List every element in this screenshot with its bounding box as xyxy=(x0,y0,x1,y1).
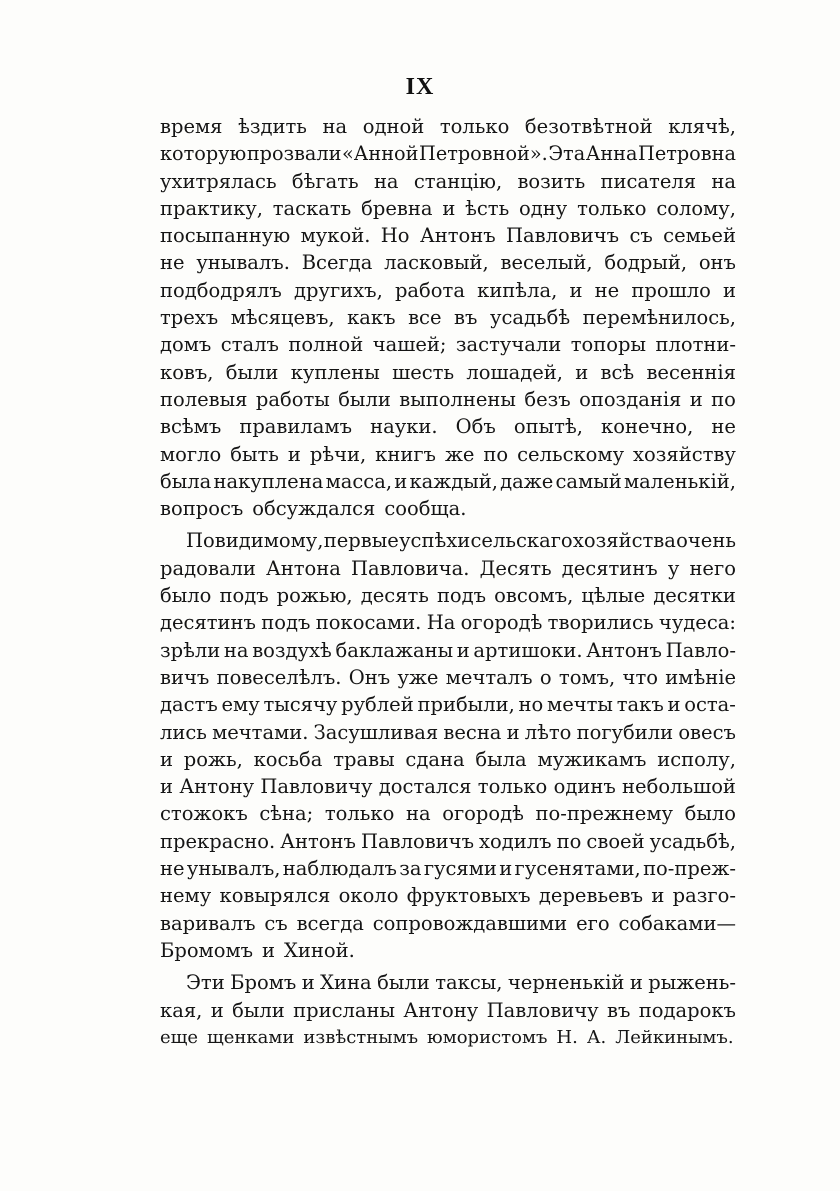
word: и xyxy=(301,971,315,995)
word: въ xyxy=(454,306,478,330)
word: Петровной». xyxy=(419,142,548,166)
word: Засушливая xyxy=(313,720,439,744)
word: же xyxy=(444,442,475,466)
word: Объ xyxy=(455,415,496,439)
word: мечты xyxy=(547,693,613,717)
text-line xyxy=(160,277,736,304)
word: науки. xyxy=(370,415,438,439)
text-line xyxy=(160,249,736,276)
word: извѣстнымъ xyxy=(303,1026,419,1048)
word: ему xyxy=(221,693,260,717)
word: Павловичу xyxy=(486,998,599,1022)
word: баклажаны xyxy=(335,638,454,662)
word: другихъ, xyxy=(293,278,383,302)
word: гусями xyxy=(423,857,497,881)
text-line xyxy=(160,140,736,167)
text-line xyxy=(160,773,736,800)
word: по-преж- xyxy=(643,857,736,881)
word: каждый, xyxy=(409,469,498,493)
word: была xyxy=(160,469,212,493)
word: и xyxy=(160,775,173,799)
word: полной xyxy=(288,333,364,357)
word: нему xyxy=(160,884,212,908)
word: Эти xyxy=(186,971,225,995)
word: было xyxy=(684,802,736,826)
word: онъ xyxy=(698,251,736,275)
word: не xyxy=(594,278,620,302)
word: бѣгать xyxy=(291,169,359,193)
word: творились xyxy=(547,611,654,635)
word: бодрый, xyxy=(604,251,688,275)
word: Антону xyxy=(403,998,479,1022)
word: первые xyxy=(323,529,399,553)
word: перемѣнилось, xyxy=(582,306,736,330)
text-line xyxy=(160,719,736,746)
word: лѣто xyxy=(524,720,572,744)
word: черненькій xyxy=(507,971,625,995)
word: всѣ xyxy=(600,360,635,384)
word: домъ xyxy=(160,333,212,357)
word: усадьбѣ xyxy=(489,306,571,330)
word: Анна xyxy=(585,142,638,166)
word: ковырялся xyxy=(219,884,331,908)
word: погубили xyxy=(576,720,674,744)
word: опозданія xyxy=(579,387,682,411)
text-line xyxy=(160,359,736,386)
word: застучали xyxy=(455,333,562,357)
word: плотни- xyxy=(655,333,736,357)
word: съ xyxy=(629,224,653,248)
word: что xyxy=(622,665,658,689)
word: за xyxy=(399,857,422,881)
word: его xyxy=(576,911,610,935)
word: сталъ xyxy=(220,333,279,357)
word: ласковый, xyxy=(384,251,489,275)
word: Антонъ xyxy=(280,829,356,853)
word: даже xyxy=(500,469,554,493)
word: посыпанную xyxy=(160,224,291,248)
text-line xyxy=(160,997,736,1024)
word: него xyxy=(689,556,736,580)
text-line xyxy=(160,222,736,249)
word: успѣхи xyxy=(399,529,471,553)
word: о xyxy=(539,665,552,689)
word: маленькій, xyxy=(623,469,736,493)
word: сельскому xyxy=(517,442,625,466)
page-number: IX xyxy=(405,74,435,100)
word: на xyxy=(711,169,736,193)
word: мѣсяцевъ, xyxy=(230,306,335,330)
word: Бромомъ xyxy=(160,938,254,962)
word: сообща. xyxy=(384,497,467,521)
word: такъ xyxy=(616,693,664,717)
word: достался xyxy=(378,775,472,799)
word: очень xyxy=(676,529,736,553)
word: рыжень- xyxy=(648,971,736,995)
word: Но xyxy=(380,224,410,248)
word: выполнены xyxy=(399,387,516,411)
word: Петровна xyxy=(638,142,736,166)
word: одну xyxy=(519,196,568,220)
word: ходилъ xyxy=(479,829,552,853)
word: трехъ xyxy=(160,306,219,330)
word: все xyxy=(408,306,442,330)
text-line xyxy=(160,637,736,664)
word: мукой. xyxy=(300,224,371,248)
word: Антонъ xyxy=(419,224,496,248)
word: и xyxy=(210,998,224,1022)
word: тысячу xyxy=(263,693,338,717)
word: подбодрялъ xyxy=(160,278,282,302)
word: на xyxy=(322,115,348,138)
word: прекрасно. xyxy=(160,829,276,853)
word: только xyxy=(439,115,510,138)
word: Онъ xyxy=(348,665,391,689)
word: которую xyxy=(160,142,247,166)
text-line xyxy=(160,800,736,827)
word: ѣздить xyxy=(238,115,307,138)
word: самый xyxy=(555,469,622,493)
word: повеселѣлъ. xyxy=(216,665,342,689)
word: мечтами. xyxy=(212,720,309,744)
word: была xyxy=(475,747,527,771)
word: Павловичъ xyxy=(360,829,474,853)
word: полевыя xyxy=(160,387,248,411)
text-line xyxy=(160,386,736,413)
word: на xyxy=(223,638,249,662)
word: прошло xyxy=(631,278,711,302)
word: книгъ xyxy=(375,442,436,466)
word: рѣчи, xyxy=(309,442,367,466)
word: были xyxy=(225,360,279,384)
text-line xyxy=(160,113,736,140)
word: одной xyxy=(362,115,425,138)
text-line xyxy=(160,746,736,773)
word: рожь, xyxy=(183,747,243,771)
word: Лейкинымъ. xyxy=(615,1026,734,1048)
word: воздухѣ xyxy=(252,638,332,662)
word: лошадей, xyxy=(466,360,563,384)
word: лись xyxy=(160,720,207,744)
word: фруктовыхъ xyxy=(406,884,531,908)
word: подъ xyxy=(436,584,487,608)
text-line xyxy=(160,1024,736,1051)
paragraph xyxy=(160,113,736,522)
word: обсуждался xyxy=(252,497,376,521)
word: Десять xyxy=(479,556,552,580)
word: и xyxy=(456,638,470,662)
word: радовали xyxy=(160,556,256,580)
text-line xyxy=(160,855,736,882)
text-line xyxy=(160,527,736,554)
word: семьей xyxy=(663,224,736,248)
word: прозвали xyxy=(246,142,342,166)
word: Павловичу xyxy=(260,775,373,799)
word: Хиной. xyxy=(284,938,355,962)
word: рожью, xyxy=(276,584,353,608)
word: бревна xyxy=(361,196,433,220)
word: Антонъ xyxy=(586,638,662,662)
word: кая, xyxy=(160,998,203,1022)
word: и xyxy=(262,938,276,962)
word: сѣна; xyxy=(259,802,314,826)
word: и xyxy=(651,884,665,908)
word: масса, xyxy=(325,469,393,493)
word: правиламъ xyxy=(239,415,352,439)
word: Хина xyxy=(320,971,372,995)
text-line xyxy=(160,664,736,691)
word: унывалъ, xyxy=(186,857,281,881)
word: огородѣ xyxy=(460,611,543,635)
word: подарокъ xyxy=(638,998,736,1022)
word: клячѣ, xyxy=(668,115,736,138)
word: и xyxy=(667,693,681,717)
word: разго- xyxy=(672,884,736,908)
paragraph xyxy=(160,969,736,1051)
word: но xyxy=(518,693,544,717)
word: веселый, xyxy=(500,251,593,275)
word: оста- xyxy=(684,693,736,717)
word: уже xyxy=(397,665,439,689)
word: писателя xyxy=(600,169,697,193)
word: еще xyxy=(160,1026,199,1048)
word: возить xyxy=(517,169,586,193)
word: десятинъ xyxy=(561,556,658,580)
text-line xyxy=(160,555,736,582)
word: своей xyxy=(586,829,645,853)
word: только xyxy=(324,802,395,826)
word: хозяйства xyxy=(572,529,676,553)
word: топоры xyxy=(570,333,646,357)
text-line xyxy=(160,413,736,440)
word: Н. xyxy=(556,1026,578,1048)
word: Павловича. xyxy=(351,556,470,580)
word: рублей xyxy=(341,693,414,717)
word: небольшой xyxy=(622,775,736,799)
word: и xyxy=(723,278,736,302)
word: ковъ, xyxy=(160,360,214,384)
word: шесть xyxy=(392,360,455,384)
word: на xyxy=(373,169,399,193)
text-line xyxy=(160,969,736,996)
word: весеннія xyxy=(646,360,736,384)
text-line xyxy=(160,495,736,522)
word: хозяйству xyxy=(633,442,736,466)
paragraph xyxy=(160,527,736,964)
word: и xyxy=(569,278,583,302)
word: сельскаго xyxy=(470,529,573,553)
word: подъ xyxy=(219,584,269,608)
word: десятки xyxy=(653,584,736,608)
word: Антона xyxy=(265,556,341,580)
word: овесъ xyxy=(678,720,736,744)
word: и xyxy=(394,469,408,493)
word: время xyxy=(160,115,223,138)
text-line xyxy=(160,910,736,937)
word: одинъ xyxy=(553,775,616,799)
word: косьба xyxy=(253,747,323,771)
word: по xyxy=(483,442,509,466)
word: и xyxy=(506,720,520,744)
text-line xyxy=(160,691,736,718)
word: огородѣ xyxy=(442,802,524,826)
word: быть xyxy=(230,442,279,466)
text-line xyxy=(160,168,736,195)
body-text xyxy=(160,113,736,1051)
word: юмористомъ xyxy=(427,1026,548,1048)
word: присланы xyxy=(293,998,396,1022)
word: только xyxy=(577,196,647,220)
word: и xyxy=(689,387,703,411)
word: покосами. xyxy=(315,611,422,635)
word: безотвѣтной xyxy=(524,115,653,138)
word: работа xyxy=(394,278,465,302)
word: станцію, xyxy=(413,169,503,193)
word: не xyxy=(160,251,185,275)
text-line xyxy=(160,331,736,358)
word: унывалъ. xyxy=(196,251,290,275)
word: Павло- xyxy=(665,638,736,662)
word: щенками xyxy=(207,1026,295,1048)
word: было xyxy=(160,584,212,608)
word: на xyxy=(405,802,431,826)
text-line xyxy=(160,195,736,222)
word: сопровождавшими xyxy=(372,911,568,935)
text-line xyxy=(160,468,736,495)
word: усадьбѣ, xyxy=(649,829,736,853)
word: прибыли, xyxy=(417,693,515,717)
word: деревьевъ xyxy=(538,884,643,908)
word: кипѣла, xyxy=(477,278,558,302)
word: мечталъ xyxy=(445,665,533,689)
word: накуплена xyxy=(213,469,324,493)
word: и xyxy=(160,747,173,771)
word: артишоки. xyxy=(473,638,583,662)
word: куплены xyxy=(290,360,380,384)
text-line xyxy=(160,882,736,909)
word: по xyxy=(556,829,582,853)
word: съ xyxy=(264,911,288,935)
word: исполу, xyxy=(657,747,736,771)
word: чашей; xyxy=(372,333,447,357)
word: были xyxy=(232,998,285,1022)
word: таскать xyxy=(272,196,352,220)
text-line xyxy=(160,937,736,964)
word: всѣмъ xyxy=(160,415,222,439)
word: опытѣ, xyxy=(513,415,583,439)
word: дастъ xyxy=(160,693,218,717)
word: по xyxy=(711,387,736,411)
word: по-прежнему xyxy=(535,802,673,826)
text-line xyxy=(160,609,736,636)
word: въ xyxy=(607,998,631,1022)
word: десять xyxy=(360,584,429,608)
word: А. xyxy=(586,1026,607,1048)
word: у xyxy=(667,556,680,580)
word: работы xyxy=(255,387,330,411)
word: цѣлые xyxy=(581,584,646,608)
word: ѣсть xyxy=(465,196,510,220)
word: и xyxy=(499,857,513,881)
word: были xyxy=(338,387,391,411)
text-line xyxy=(160,582,736,609)
word: овсомъ, xyxy=(494,584,574,608)
word: вопросъ xyxy=(160,497,244,521)
word: стожокъ xyxy=(160,802,248,826)
word: конечно, xyxy=(601,415,694,439)
word: На xyxy=(426,611,456,635)
word: Всегда xyxy=(301,251,373,275)
word: и xyxy=(442,196,456,220)
word: могло xyxy=(160,442,222,466)
word: Бромъ xyxy=(230,971,297,995)
word: практику, xyxy=(160,196,263,220)
word: не xyxy=(711,415,736,439)
word: подъ xyxy=(261,611,311,635)
word: не xyxy=(160,857,185,881)
word: всегда xyxy=(296,911,364,935)
word: какъ xyxy=(347,306,396,330)
word: варивалъ xyxy=(160,911,256,935)
word: и xyxy=(287,442,301,466)
word: и xyxy=(575,360,589,384)
text-line xyxy=(160,828,736,855)
word: вичъ xyxy=(160,665,210,689)
word: зрѣли xyxy=(160,638,221,662)
word: безъ xyxy=(524,387,571,411)
text-line xyxy=(160,441,736,468)
word: Повидимому, xyxy=(186,529,324,553)
word: собаками— xyxy=(618,911,736,935)
word: только xyxy=(477,775,548,799)
word: сдана xyxy=(405,747,465,771)
word: Эта xyxy=(548,142,586,166)
word: десятинъ xyxy=(160,611,256,635)
word: «Анной xyxy=(342,142,419,166)
word: травы xyxy=(333,747,395,771)
word: чудеса: xyxy=(658,611,736,635)
word: весна xyxy=(443,720,502,744)
word: гусенятами, xyxy=(514,857,641,881)
word: Павловичъ xyxy=(506,224,620,248)
text-line xyxy=(160,304,736,331)
word: наблюдалъ xyxy=(282,857,397,881)
word: и xyxy=(629,971,643,995)
word: имѣніе xyxy=(665,665,736,689)
word: солому, xyxy=(656,196,736,220)
word: томъ, xyxy=(558,665,616,689)
word: таксы, xyxy=(435,971,503,995)
word: мужикамъ xyxy=(537,747,647,771)
word: Антону xyxy=(179,775,255,799)
word: ухитрялась xyxy=(160,169,277,193)
word: были xyxy=(377,971,430,995)
word: около xyxy=(338,884,399,908)
